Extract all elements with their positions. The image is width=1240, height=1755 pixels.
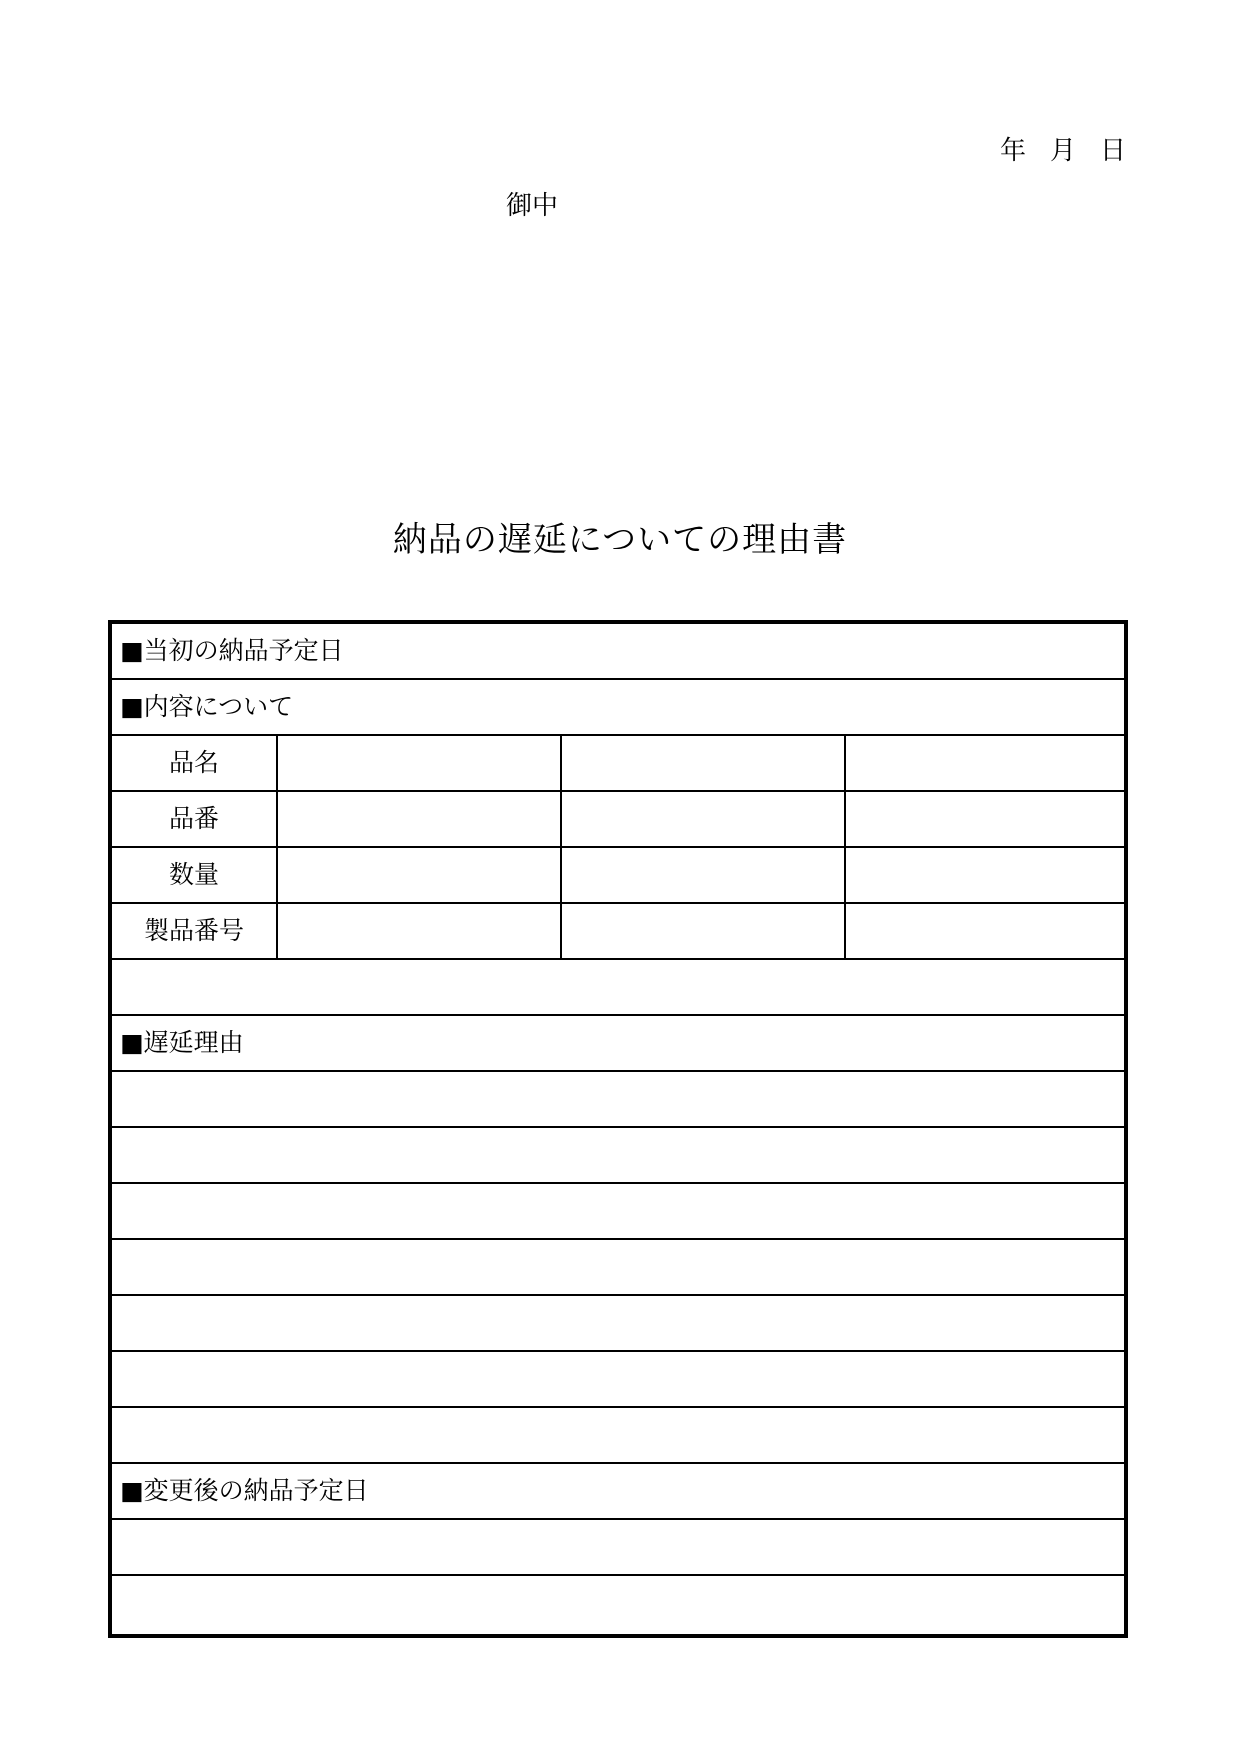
date-day-label: 日 (1100, 136, 1127, 166)
item-row-number (112, 790, 1124, 846)
item-name-cell-1[interactable] (278, 736, 562, 790)
item-name-cell-2[interactable] (562, 736, 846, 790)
delay-reason-label: ■遅延理由 (120, 1028, 244, 1057)
product-number-label: 製品番号 (112, 904, 278, 958)
item-name-label: 品名 (112, 736, 278, 790)
delay-reason-line[interactable] (112, 1406, 1124, 1462)
original-delivery-row[interactable] (112, 624, 1124, 680)
item-number-label: 品番 (112, 792, 278, 846)
original-delivery-label: ■当初の納品予定日 (120, 636, 344, 665)
item-name-cell-3[interactable] (846, 736, 1124, 790)
item-number-cell-1[interactable] (278, 792, 562, 846)
contents-blank-row[interactable] (112, 958, 1124, 1014)
new-delivery-label: ■変更後の納品予定日 (120, 1476, 369, 1505)
quantity-label: 数量 (112, 848, 278, 902)
delay-reason-line[interactable] (112, 1126, 1124, 1182)
date-line (1000, 133, 1140, 169)
recipient-suffix: 御中 (506, 191, 559, 221)
item-row-product-number (112, 902, 1124, 958)
product-number-cell-1[interactable] (278, 904, 562, 958)
date-year-label: 年 (1000, 136, 1027, 166)
item-number-cell-3[interactable] (846, 792, 1124, 846)
date-month-label: 月 (1050, 136, 1077, 166)
delay-reason-line[interactable] (112, 1294, 1124, 1350)
new-delivery-line[interactable] (112, 1574, 1124, 1630)
delay-reason-header-row (112, 1014, 1124, 1070)
quantity-cell-2[interactable] (562, 848, 846, 902)
contents-header-row (112, 678, 1124, 734)
new-delivery-header-row (112, 1462, 1124, 1518)
document-title: 納品の遅延についての理由書 (392, 520, 848, 560)
item-row-quantity (112, 846, 1124, 902)
delay-reason-line[interactable] (112, 1070, 1124, 1126)
item-row-name (112, 734, 1124, 790)
product-number-cell-2[interactable] (562, 904, 846, 958)
quantity-cell-3[interactable] (846, 848, 1124, 902)
product-number-cell-3[interactable] (846, 904, 1124, 958)
item-number-cell-2[interactable] (562, 792, 846, 846)
contents-label: ■内容について (120, 692, 294, 721)
delay-reason-line[interactable] (112, 1350, 1124, 1406)
quantity-cell-1[interactable] (278, 848, 562, 902)
delay-reason-line[interactable] (112, 1238, 1124, 1294)
delay-reason-line[interactable] (112, 1182, 1124, 1238)
new-delivery-line[interactable] (112, 1518, 1124, 1574)
form-table (108, 620, 1128, 1638)
